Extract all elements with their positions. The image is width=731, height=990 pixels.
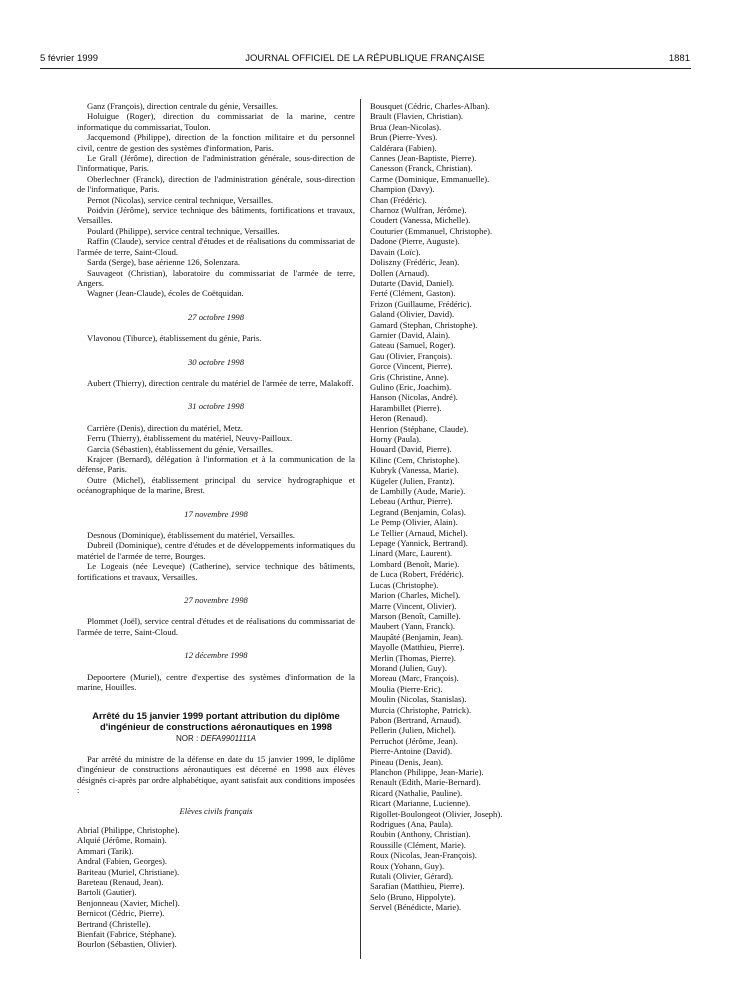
name-item: Moreau (Marc, François). <box>370 673 459 684</box>
entry-item: Poulard (Philippe), service central technique, Versailles. <box>87 225 280 236</box>
header-date: 5 février 1999 <box>40 53 99 64</box>
entry-item: Sauvageot (Christian), laboratoire du commissariat de l'armée de terre, Angers. <box>77 267 355 288</box>
entry-item: Poidvin (Jérôme), service technique des bâtiments, fortifications et travaux, Versailles. <box>77 205 355 226</box>
name-item: Galand (Olivier, David). <box>370 309 455 320</box>
name-item: Rigollet-Boulongeot (Olivier, Joseph). <box>370 808 503 819</box>
entry-item: Oberlechner (Franck), direction de l'administration générale, sous-direction de l'informatique, Paris. <box>77 173 355 195</box>
name-item: Brua (Jean-Nicolas). <box>370 121 442 132</box>
name-item: Marion (Charles, Michel). <box>370 590 461 601</box>
entry-item: Ganz (François), direction centrale du génie, Versailles. <box>87 101 278 111</box>
name-item: Ferté (Clément, Gaston). <box>370 288 456 299</box>
name-item: Caldérara (Fabien). <box>370 142 437 153</box>
section-date: 27 novembre 1998 <box>184 595 248 606</box>
name-item: Planchon (Philippe, Jean-Marie). <box>370 767 484 777</box>
name-item: Merlin (Thomas, Pierre). <box>370 652 456 663</box>
journal-title: JOURNAL OFFICIEL DE LA RÉPUBLIQUE FRANÇAISE <box>245 53 485 64</box>
name-item: Rodrigues (Ana, Paula). <box>370 819 454 830</box>
name-item: Canesson (Franck, Christian). <box>370 163 473 174</box>
name-item: Murcia (Christophe, Patrick). <box>370 704 472 715</box>
entry-item: Vlavonou (Tiburce), établissement du génie, Paris. <box>87 333 262 344</box>
name-item: Bareteau (Renaud, Jean). <box>77 876 164 887</box>
name-item: Couturier (Emmanuel, Christophe). <box>370 225 493 236</box>
name-item: Gorce (Vincent, Pierre). <box>370 361 453 372</box>
name-item: Benjonneau (Xavier, Michel). <box>77 897 180 908</box>
entry-item: Garcia (Sébastien), établissement du génie, Versailles. <box>87 443 273 454</box>
entry-item: Depoortere (Muriel), centre d'expertise des systèmes d'information de la marine, Houilles. <box>77 671 355 693</box>
name-item: Davain (Loïc). <box>370 246 421 257</box>
name-item: Bourlon (Sébastien, Olivier). <box>77 939 177 950</box>
section-date: 12 décembre 1998 <box>184 650 248 661</box>
name-item: Moulin (Nicolas, Stanislas). <box>370 694 467 705</box>
entry-item: Le Grall (Jérôme), direction de l'administration générale, sous-direction de l'informatique, Paris. <box>77 153 355 174</box>
entry-item: Wagner (Jean-Claude), écoles de Coëtquidan. <box>87 288 244 299</box>
name-item: Lebeau (Arthur, Pierre). <box>370 496 453 507</box>
left-names-list <box>77 825 355 950</box>
entry-item: Le Logeais (née Leveque) (Catherine), service technique des bâtiments, fortifications et travaux, Versailles. <box>77 561 355 582</box>
name-item: Bienfait (Fabrice, Stéphane). <box>77 928 177 939</box>
name-item: Renault (Edith, Marie-Bernard). <box>370 777 481 788</box>
section-date: 30 octobre 1998 <box>187 356 244 367</box>
subheading: Elèves civils français <box>179 805 253 816</box>
name-item: Kilinc (Cem, Christophe). <box>370 454 460 465</box>
name-item: Roux (Nicolas, Jean-François). <box>370 850 477 861</box>
name-item: Gris (Christine, Anne). <box>370 371 449 382</box>
entry-item: Sarda (Serge), base aérienne 126, Solenzara. <box>87 257 241 268</box>
name-item: Marson (Benoît, Camille). <box>370 610 461 621</box>
name-item: Dadone (Pierre, Auguste). <box>370 236 460 247</box>
nor-label: NOR : <box>176 734 199 744</box>
name-item: Heron (Renaud). <box>370 413 428 424</box>
name-item: Lombard (Benoît, Marie). <box>370 558 460 569</box>
name-item: Kubryk (Vanessa, Marie). <box>370 465 459 476</box>
entry-item: Dubreil (Dominique), centre d'études et de développements informatiques du matériel de l'armée de terre, Bourges. <box>77 540 355 561</box>
name-item: Harambillet (Pierre). <box>370 402 442 413</box>
name-item: Maubert (Yann, Franck). <box>370 621 456 632</box>
name-item: Doliszny (Frédéric, Jean). <box>370 257 460 268</box>
name-item: Charnoz (Wulfran, Jérôme). <box>370 205 467 216</box>
arrete-title: Arrêté du 15 janvier 1999 portant attribution du diplôme d'ingénieur de constructions aéronautiques en 1998 <box>92 710 340 733</box>
name-item: Gulino (Eric, Joachim). <box>370 381 452 392</box>
name-item: Pierre-Antoine (David). <box>370 746 453 757</box>
entry-item: Pernot (Nicolas), service central technique, Versailles. <box>87 194 273 205</box>
name-item: Pabon (Bertrand, Arnaud). <box>370 714 462 725</box>
name-item: Ammari (Tarik). <box>77 845 134 856</box>
arrete-paragraph: Par arrêté du ministre de la défense en date du 15 janvier 1999, le diplôme d'ingénieur de constructions aéronautiques est décerné en 1998 aux élèves désignés ci-après par ordre alphabétique, ayant satisfait aux conditions imposées : <box>77 753 355 796</box>
name-item: Gateau (Samuel, Roger). <box>370 340 456 351</box>
section-date: 31 octobre 1998 <box>187 401 244 412</box>
name-item: Le Pemp (Olivier, Alain). <box>370 517 458 528</box>
name-item: Bousquet (Cédric, Charles-Alban). <box>370 101 490 111</box>
entry-item: Raffin (Claude), service central d'études et de réalisations du commissariat de l'armée de terre, Saint-Cloud. <box>77 236 355 257</box>
name-item: Bartoli (Gautier). <box>77 887 137 898</box>
right-column <box>370 101 650 913</box>
name-item: Hanson (Nicolas, André). <box>370 392 458 403</box>
entry-item: Ferru (Thierry), établissement du matériel, Neuvy-Pailloux. <box>87 433 293 444</box>
name-item: Dutarte (David, Daniel). <box>370 277 454 288</box>
name-item: Lucas (Christophe). <box>370 579 439 590</box>
name-item: Chan (Frédéric). <box>370 194 427 205</box>
dated-sections <box>77 312 355 693</box>
entry-item: Krajcer (Bernard), délégation à l'information et à la communication de la défense, Paris. <box>77 453 355 475</box>
entry-item: Plommet (Joël), service central d'études et de réalisations du commissariat de l'armée de terre, Saint-Cloud. <box>77 616 355 637</box>
name-item: Henrion (Stéphane, Claude). <box>370 423 469 434</box>
nor-line <box>77 734 355 744</box>
entry-item: Desnous (Dominique), établissement du matériel, Versailles. <box>87 530 295 540</box>
name-item: Andral (Fabien, Georges). <box>77 856 168 867</box>
name-item: Legrand (Benjamin, Colas). <box>370 506 466 517</box>
entry-item: Holuigue (Roger), direction du commissariat de la marine, centre informatique du commissariat, Toulon. <box>77 111 355 132</box>
name-item: Rutali (Olivier, Gérard). <box>370 871 454 882</box>
name-item: Servel (Bénédicte, Marie). <box>370 902 462 913</box>
entry-item: Outre (Michel), établissement principal du service hydrographique et océanographique de la marine, Brest. <box>77 474 355 496</box>
name-item: Cannes (Jean-Baptiste, Pierre). <box>370 153 477 164</box>
section-date: 17 novembre 1998 <box>184 508 248 519</box>
initial-entries <box>77 101 355 299</box>
name-item: Pellerin (Julien, Michel). <box>370 725 456 736</box>
name-item: Bernicot (Cédric, Pierre). <box>77 908 165 919</box>
name-item: Le Tellier (Arnaud, Michel). <box>370 527 468 538</box>
header-rule <box>40 68 691 69</box>
name-item: de Lambilly (Aude, Marie). <box>370 486 466 497</box>
name-item: de Luca (Robert, Frédéric). <box>370 569 464 580</box>
section-date: 27 octobre 1998 <box>187 311 244 322</box>
name-item: Champion (Davy). <box>370 184 435 195</box>
name-item: Perruchot (Jérôme, Jean). <box>370 735 458 746</box>
name-item: Morand (Julien, Guy). <box>370 662 447 673</box>
page-header <box>40 53 690 67</box>
name-item: Mayolle (Matthieu, Pierre). <box>370 642 465 653</box>
name-item: Carme (Dominique, Emmanuelle). <box>370 173 490 184</box>
name-item: Frizon (Guillaume, Frédéric). <box>370 298 472 309</box>
name-item: Ricard (Nathalie, Pauline). <box>370 787 463 798</box>
name-item: Dollen (Arnaud). <box>370 267 430 278</box>
entry-item: Jacquemond (Philippe), direction de la fonction militaire et du personnel civil, centre de gestion des systèmes d'information, Paris. <box>77 132 355 153</box>
name-item: Linard (Marc, Laurent). <box>370 548 453 559</box>
name-item: Roubin (Anthony, Christian). <box>370 829 471 840</box>
entry-item: Carrière (Denis), direction du matériel, Metz. <box>87 422 244 433</box>
name-item: Lepage (Yannick, Bertrand). <box>370 538 468 549</box>
nor-code: DEFA9901111A <box>200 734 256 744</box>
name-item: Gamard (Stephan, Christophe). <box>370 319 478 330</box>
name-item: Houard (David, Pierre). <box>370 444 452 455</box>
name-item: Roussille (Clément, Marie). <box>370 839 466 850</box>
name-item: Abrial (Philippe, Christophe). <box>77 824 180 835</box>
name-item: Kügeler (Julien, Frantz). <box>370 475 455 486</box>
name-item: Sarafian (Matthieu, Pierre). <box>370 881 465 892</box>
name-item: Pineau (Denis, Jean). <box>370 756 444 767</box>
name-item: Gau (Olivier, François). <box>370 350 453 361</box>
name-item: Bertrand (Christelle). <box>77 918 151 929</box>
name-item: Bariteau (Muriel, Christiane). <box>77 866 180 877</box>
entry-item: Aubert (Thierry), direction centrale du matériel de l'armée de terre, Malakoff. <box>87 377 354 388</box>
name-item: Selo (Bruno, Hippolyte). <box>370 891 456 902</box>
name-item: Alquié (Jérôme, Romain). <box>77 835 167 846</box>
name-item: Moulia (Pierre-Eric). <box>370 683 443 694</box>
left-column <box>77 101 355 950</box>
name-item: Roux (Yohann, Guy). <box>370 860 445 871</box>
name-item: Brault (Flavien, Christian). <box>370 111 464 122</box>
name-item: Brun (Pierre-Yves). <box>370 132 438 143</box>
name-item: Marre (Vincent, Olivier). <box>370 600 457 611</box>
name-item: Maupâté (Benjamin, Jean). <box>370 631 464 642</box>
column-rule <box>360 99 361 959</box>
name-item: Ricart (Marianne, Lucienne). <box>370 798 471 809</box>
name-item: Coudert (Vanessa, Michelle). <box>370 215 471 226</box>
name-item: Horny (Paula). <box>370 434 422 444</box>
page-number: 1881 <box>668 53 690 64</box>
name-item: Garnier (David, Alain). <box>370 329 451 340</box>
